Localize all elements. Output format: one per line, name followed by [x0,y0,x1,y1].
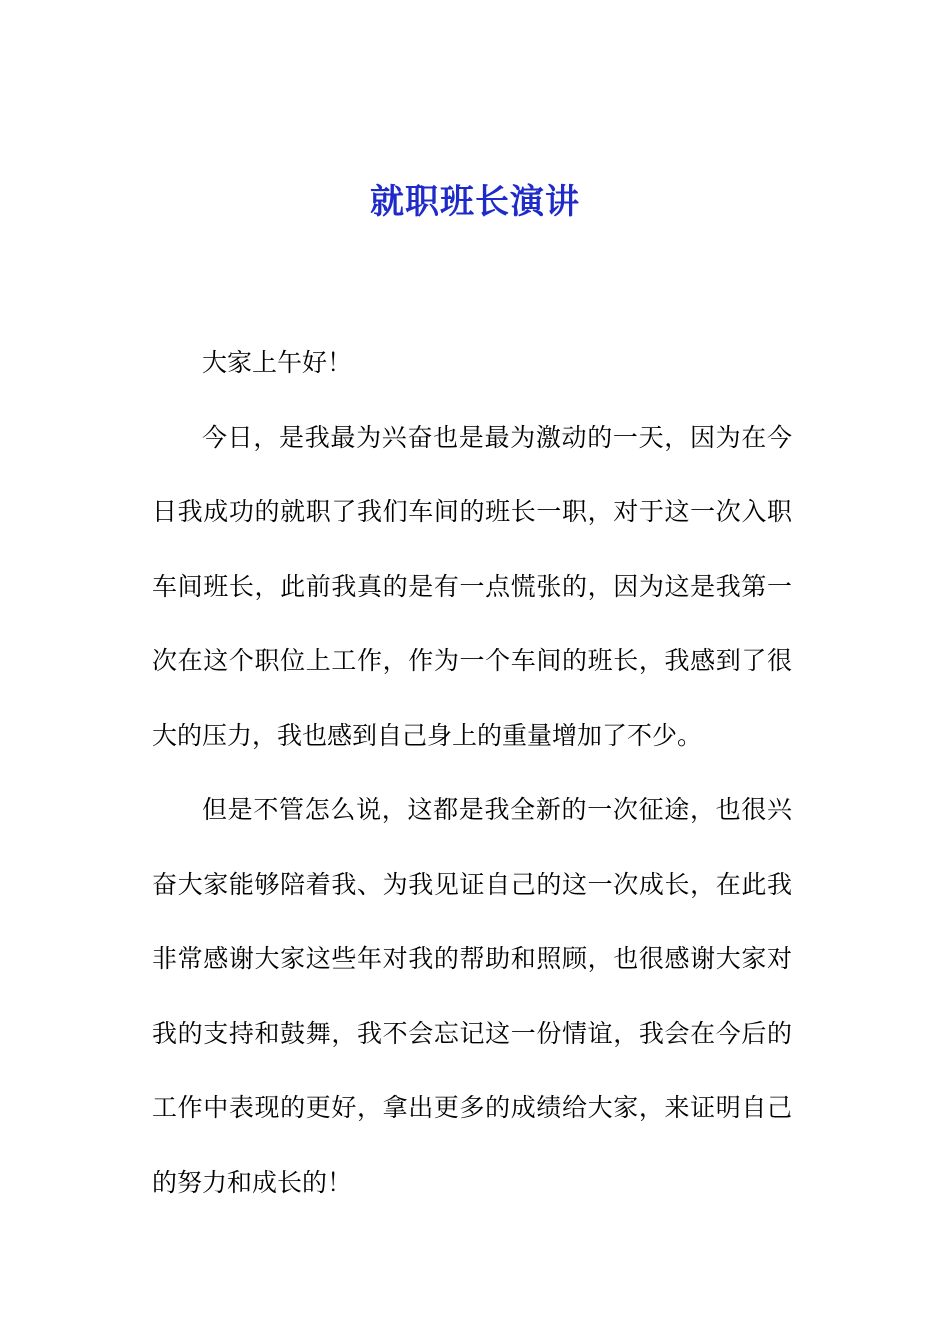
document-title: 就职班长演讲 [370,182,580,222]
paragraph-greeting: 大家上午好！ [202,348,353,377]
document-body [152,326,792,1220]
paragraph-introduction: 今日，是我最为兴奋也是最为激动的一天，因为在今日我成功的就职了我们车间的班长一职，对于这一次入职车间班长，此前我真的是有一点慌张的，因为这是我第一次在这个职位上工作，作为一个车间的班长，我感到了很大的压力，我也感到自己身上的重量增加了不少。 [152,422,792,750]
paragraph-gratitude: 但是不管怎么说，这都是我全新的一次征途，也很兴奋大家能够陪着我、为我见证自己的这一次成长，在此我非常感谢大家这些年对我的帮助和照顾，也很感谢大家对我的支持和鼓舞，我不会忘记这一份情谊，我会在今后的工作中表现的更好，拿出更多的成绩给大家，来证明自己的努力和成长的！ [152,795,792,1197]
